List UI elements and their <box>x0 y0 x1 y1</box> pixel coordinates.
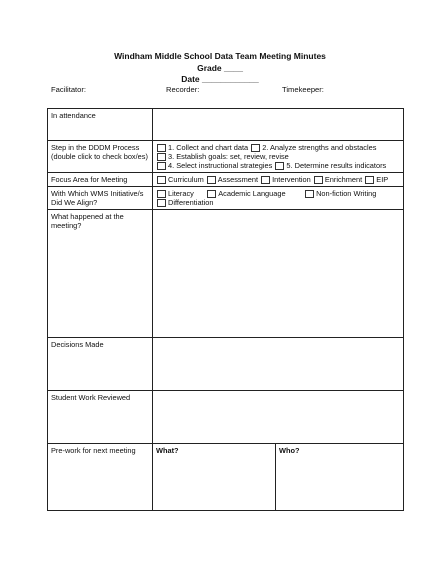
ddmm-step-5-label: 5. Determine results indicators <box>286 161 387 171</box>
prework-label: Pre-work for next meeting <box>48 444 153 511</box>
ddmm-step-1-checkbox[interactable] <box>157 144 166 152</box>
focus-assessment-label: Assessment <box>217 175 259 185</box>
ddmm-step-5-checkbox[interactable] <box>275 162 284 170</box>
ddmm-label: Step in the DDDM Process (double click to check box/es) <box>48 141 153 173</box>
ddmm-step-4-label: 4. Select instructional strategies <box>168 161 273 171</box>
initiative-academic-language-checkbox[interactable] <box>207 190 216 198</box>
initiative-label: With Which WMS Initiative/s Did We Align? <box>48 187 153 210</box>
focus-intervention-label: Intervention <box>272 175 311 185</box>
prework-what-field[interactable] <box>153 444 276 511</box>
decisions-label: Decisions Made <box>48 338 153 391</box>
focus-row <box>48 173 404 187</box>
attendance-label: In attendance <box>48 109 153 141</box>
ddmm-step-2-label: 2. Analyze strengths and obstacles <box>262 143 377 152</box>
ddmm-step-1-label: 1. Collect and chart data <box>168 143 249 152</box>
prework-row <box>48 444 404 511</box>
facilitator-label: Facilitator: <box>51 85 87 94</box>
minutes-table <box>47 108 404 511</box>
ddmm-row <box>48 141 404 173</box>
student-work-row <box>48 391 404 444</box>
focus-label: Focus Area for Meeting <box>48 173 153 187</box>
ddmm-step-3-label: 3. Establish goals: set, review, revise <box>168 152 289 162</box>
ddmm-step-2-checkbox[interactable] <box>251 144 260 152</box>
ddmm-step-4-checkbox[interactable] <box>157 162 166 170</box>
focus-enrichment-label: Enrichment <box>324 175 363 185</box>
date-field[interactable]: Date ____________ <box>181 74 259 84</box>
initiative-literacy-checkbox[interactable] <box>157 190 166 198</box>
happened-row <box>48 210 404 338</box>
student-work-label: Student Work Reviewed <box>48 391 153 444</box>
initiative-row <box>48 187 404 210</box>
focus-eip-checkbox[interactable] <box>365 176 374 184</box>
focus-intervention-checkbox[interactable] <box>261 176 270 184</box>
initiative-academic-language-label: Academic Language <box>218 189 286 199</box>
prework-what-header: What? <box>156 446 179 456</box>
decisions-row <box>48 338 404 391</box>
decisions-field[interactable] <box>153 338 404 391</box>
focus-curriculum-label: Curriculum <box>168 175 204 185</box>
attendance-row <box>48 109 404 141</box>
ddmm-step-3-checkbox[interactable] <box>157 153 166 161</box>
focus-curriculum-checkbox[interactable] <box>157 176 166 184</box>
initiative-options <box>153 187 404 210</box>
prework-who-field[interactable] <box>276 444 404 511</box>
ddmm-options <box>153 141 404 173</box>
grade-field[interactable]: Grade ____ <box>197 63 243 73</box>
focus-options <box>153 173 404 187</box>
initiative-nonfiction-checkbox[interactable] <box>305 190 314 198</box>
focus-eip-label: EIP <box>376 175 389 185</box>
recorder-label: Recorder: <box>166 85 200 94</box>
happened-label: What happened at the meeting? <box>48 210 153 338</box>
attendance-field[interactable] <box>153 109 404 141</box>
initiative-differentiation-label: Differentiation <box>168 198 214 208</box>
prework-who-header: Who? <box>279 446 300 456</box>
initiative-differentiation-checkbox[interactable] <box>157 199 166 207</box>
happened-field[interactable] <box>153 210 404 338</box>
initiative-nonfiction-label: Non-fiction Writing <box>316 189 377 199</box>
document-title: Windham Middle School Data Team Meeting Minutes <box>114 51 326 61</box>
initiative-literacy-label: Literacy <box>168 189 194 199</box>
focus-assessment-checkbox[interactable] <box>207 176 216 184</box>
student-work-field[interactable] <box>153 391 404 444</box>
focus-enrichment-checkbox[interactable] <box>314 176 323 184</box>
timekeeper-label: Timekeeper: <box>282 85 324 94</box>
